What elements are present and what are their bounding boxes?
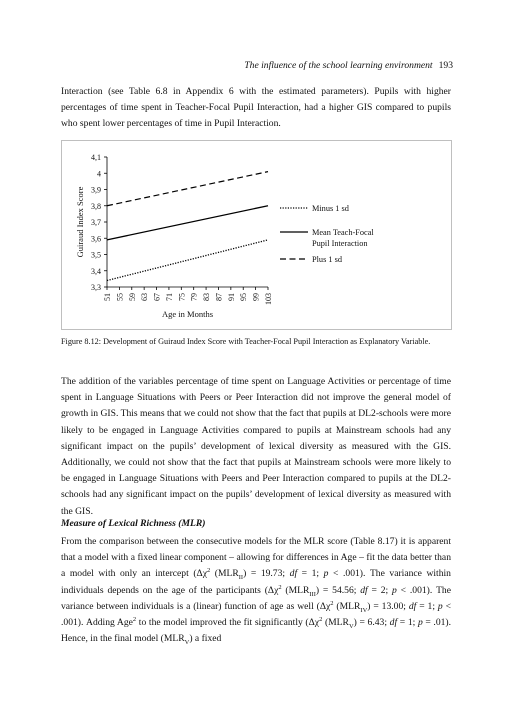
series-line-2 [107, 206, 268, 240]
x-tick-label: 67 [152, 293, 162, 301]
y-tick-label: 3,6 [91, 234, 101, 244]
x-tick-label: 63 [140, 293, 150, 301]
y-tick-label: 3,8 [91, 201, 101, 211]
legend-label-1: Minus 1 sd [312, 204, 349, 213]
y-tick-label: 3,5 [91, 250, 101, 260]
y-tick-label: 4,1 [91, 153, 101, 162]
x-tick-label: 91 [226, 293, 236, 301]
x-axis-title: Age in Months [162, 309, 213, 319]
y-tick-label: 3,4 [91, 266, 101, 276]
line-chart [62, 141, 451, 329]
x-tick-label: 71 [164, 293, 174, 301]
y-tick-label: 3,7 [91, 218, 101, 227]
paragraph-discussion: The addition of the variables percentage of time spent on Language Activities or percentage of time spent in Language Situations with Peers or Peer Interaction did not improve the general model of growth in GIS. This means that we could not show that the fact that pupils at DL2-schools were more likely to be engaged in Language Activities compared to pupils at Mainstream schools had any significant impact on the pupils’ development of lexical diversity as measured with the GIS. Additionally, we could not show that the fact that pupils at Mainstream schools were more likely to be engaged in Language Situations with Peers and Peer Interaction compared to pupils at the DL2-schools had any significant impact on the pupils’ development of lexical diversity as measured with the GIS. [61, 376, 451, 517]
y-tick-label: 4 [97, 169, 101, 179]
x-tick-label: 99 [251, 293, 261, 301]
legend-label-2: Mean Teach-Focal Pupil Interaction [312, 228, 374, 248]
x-tick-label: 51 [103, 293, 112, 301]
x-tick-label: 79 [189, 293, 199, 301]
running-header [244, 60, 453, 71]
y-tick-label: 3,3 [91, 283, 101, 292]
figure-frame [61, 140, 452, 330]
header-title: The influence of the school learning environment [244, 60, 433, 71]
series-line-3 [107, 172, 268, 206]
x-tick-label: 87 [214, 293, 224, 301]
x-tick-label: 55 [115, 293, 125, 301]
paragraph-intro: Interaction (see Table 6.8 in Appendix 6 with the estimated parameters). Pupils with higher percentages of time spent in Teacher-Focal Pupil Interaction, had a higher GIS compared to pupils who spent lower percentages of time in Pupil Interaction. [61, 86, 451, 130]
y-axis-title: Guiraud Index Score [75, 186, 85, 258]
legend-label-3: Plus 1 sd [312, 255, 342, 264]
x-tick-label: 103 [264, 293, 273, 305]
x-tick-label: 59 [127, 293, 137, 301]
page-number: 193 [438, 60, 453, 71]
section-heading: Measure of Lexical Richness (MLR) [61, 518, 206, 529]
series-line-1 [107, 240, 268, 281]
figure-caption: Figure 8.12: Development of Guiraud Index Score with Teacher-Focal Pupil Interaction as Explanatory Variable. [61, 337, 431, 346]
paragraph-mlr: From the comparison between the consecutive models for the MLR score (Table 8.17) it is apparent that a model with a fixed linear component – allowing for differences in Age – fit the data better than a model with only an intercept ($\Delta\chi^2$ $(MLR_{II}) = 19.73$; df = 1; p < .001). The variance within individuals depends on the age of the participants ($\Delta\chi^2$ $(MLR_{III}) = 54.56$; df = 2; p < .001). The variance between individuals is a (linear) function of age as well ($\Delta\chi^2$ $(MLR_{IV}) = 13.00$; df = 1; p < .001). Adding Age$^2$ to the model improved the fit significantly ($\Delta\chi^2$ $(MLR_V) = 6.43$; df = 1; p = .01). Hence, in the final model $(MLR_V)$ a fixed [61, 536, 452, 647]
x-tick-label: 95 [239, 293, 249, 301]
y-tick-label: 3,9 [91, 185, 101, 195]
x-tick-label: 83 [202, 293, 212, 301]
x-tick-label: 75 [177, 293, 187, 301]
